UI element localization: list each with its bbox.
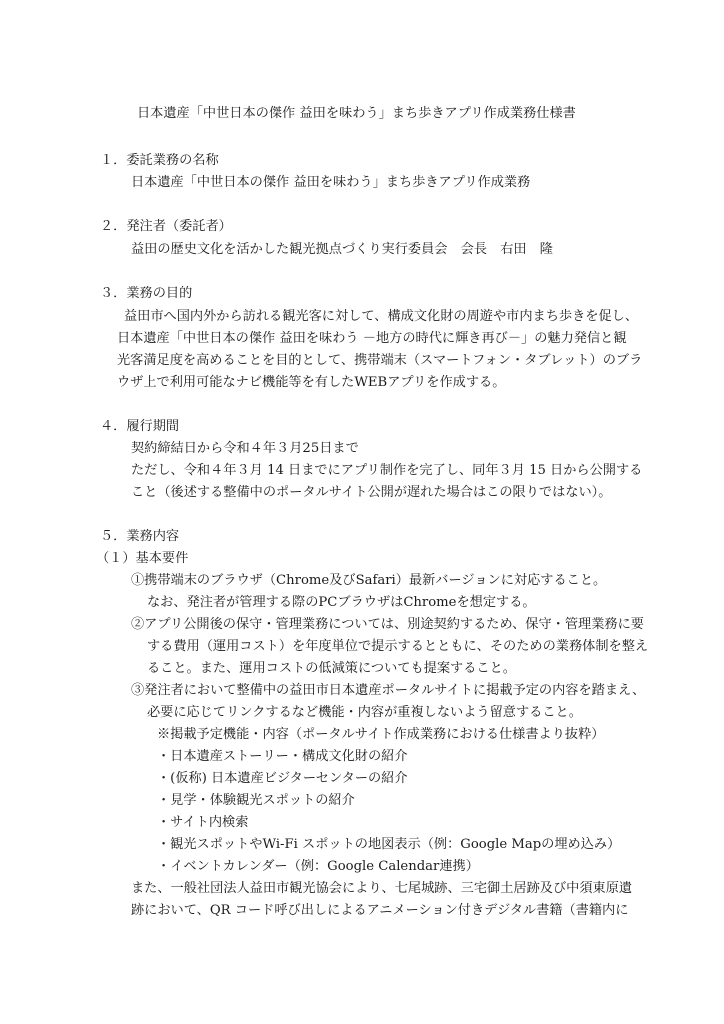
requirement-3-line: ③発注者において整備中の益田市日本遺産ポータルサイトに掲載予定の内容を踏まえ、 bbox=[131, 683, 646, 698]
section-1-body: 日本遺産「中世日本の傑作 益田を味わう」まち歩きアプリ作成業務 bbox=[131, 175, 531, 190]
closing-paragraph-line: 跡において、QR コード呼び出しによるアニメーション付きデジタル書籍（書籍内に bbox=[131, 903, 629, 918]
closing-paragraph-line: また、一般社団法人益田市観光協会により、七尾城跡、三宅御土居跡及び中須東原遺 bbox=[131, 881, 633, 896]
requirement-2-line: ②アプリ公開後の保守・管理業務については、別途契約するため、保守・管理業務に要 bbox=[131, 617, 644, 632]
section-3-heading: ３．業務の目的 bbox=[100, 286, 193, 301]
section-1-heading: １．委託業務の名称 bbox=[100, 153, 219, 168]
section-2-body: 益田の歴史文化を活かした観光拠点づくり実行委員会 会長 右田 隆 bbox=[131, 242, 553, 257]
section-4-line: こと（後述する整備中のポータルサイト公開が遅れた場合はこの限りではない）。 bbox=[131, 485, 612, 500]
requirement-3-line: 必要に応じてリンクするなど機能・内容が重複しないよう留意すること。 bbox=[147, 705, 582, 720]
requirement-1-line: なお、発注者が管理する際のPCブラウザはChromeを想定する。 bbox=[147, 595, 536, 610]
section-4-line: ただし、令和４年３月 14 日までにアプリ制作を完了し、同年３月 15 日から公開する bbox=[131, 463, 643, 478]
section-3-line: 光客満足度を高めることを目的として、携帯端末（スマートフォン・タブレット）のブラ bbox=[117, 353, 643, 368]
feature-list-item: ・日本遺産ストーリー・構成文化財の紹介 bbox=[157, 749, 408, 764]
section-5-heading: ５．業務内容 bbox=[100, 529, 180, 544]
section-3-line: ウザ上で利用可能なナビ機能等を有したWEBアプリを作成する。 bbox=[117, 375, 506, 390]
feature-list-item: ・(仮称) 日本遺産ビジターセンターの紹介 bbox=[157, 771, 408, 786]
section-2-heading: ２．発注者（委託者） bbox=[100, 219, 232, 234]
requirement-2-line: ること。また、運用コストの低減策についても提案すること。 bbox=[147, 661, 516, 676]
feature-list-item: ・サイト内検索 bbox=[157, 815, 249, 830]
section-3-line: 日本遺産「中世日本の傑作 益田を味わう －地方の時代に輝き再び－」の魅力発信と観 bbox=[117, 331, 627, 346]
subsection-basic-requirements: （１）基本要件 bbox=[96, 551, 189, 566]
feature-list-item: ・観光スポットやWi-Fi スポットの地図表示（例：Google Mapの埋め込み） bbox=[157, 837, 621, 852]
feature-list-item: ・見学・体験観光スポットの紹介 bbox=[157, 793, 355, 808]
section-3-line: 益田市へ国内外から訪れる観光客に対して、構成文化財の周遊や市内まち歩きを促し、 bbox=[124, 309, 639, 324]
requirement-2-line: する費用（運用コスト）を年度単位で提示するとともに、そのための業務体制を整え bbox=[147, 639, 649, 654]
requirement-1-line: ①携帯端末のブラウザ（Chrome及びSafari）最新バージョンに対応すること。 bbox=[131, 573, 607, 588]
feature-list-item: ・イベントカレンダー（例：Google Calendar連携） bbox=[157, 859, 479, 874]
document-title: 日本遺産「中世日本の傑作 益田を味わう」まち歩きアプリ作成業務仕様書 bbox=[137, 106, 576, 121]
section-4-heading: ４．履行期間 bbox=[100, 419, 180, 434]
planned-features-note: ※掲載予定機能・内容（ポータルサイト作成業務における仕様書より抜粋） bbox=[157, 727, 605, 742]
section-4-line: 契約締結日から令和４年３月25日まで bbox=[131, 441, 359, 456]
